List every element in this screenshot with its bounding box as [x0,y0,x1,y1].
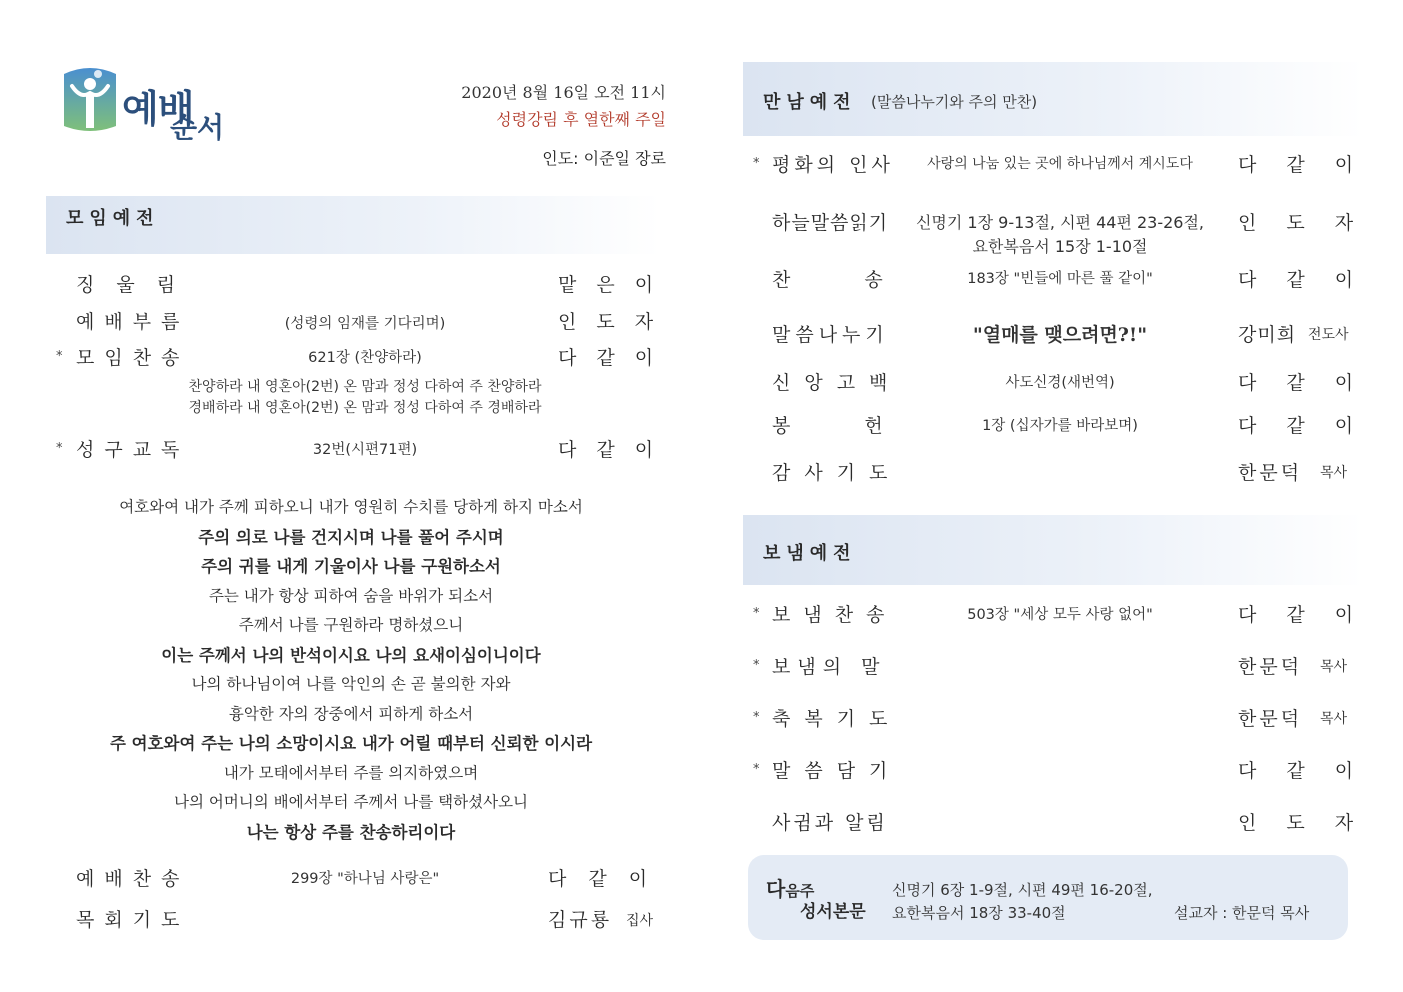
row-responsible: 다같이 [1238,372,1384,394]
reading-line: 주의 귀를 내게 기울이사 나를 구원하소서 [201,557,501,576]
row-responsible: 김규룡 [548,909,613,931]
row-responsible-title: 목사 [1320,711,1348,727]
standing-marker: * [753,606,760,621]
row-label: 말씀나누기 [772,324,889,346]
logo-title-1: 예배 [122,86,194,131]
meeting-section-header [743,62,1363,136]
reading-line: 주 여호와여 주는 나의 소망이시요 내가 어릴 때부터 신뢰한 이시라 [109,734,593,753]
row-responsible-title: 목사 [1320,465,1348,481]
reading-line: 주의 의로 나를 건지시며 나를 풀어 주시며 [198,527,504,547]
row-detail: 사랑의 나눔 있는 곳에 하나님께서 계시도다 [927,156,1193,172]
row-responsible-title: 전도사 [1308,327,1349,343]
row-label: 하늘말씀읽기 [772,212,889,234]
row-label: 성구교독 [76,439,190,461]
next-week-title-1b: 음주 [785,882,815,900]
standing-marker: * [56,349,63,364]
sermon-title: "열매를 맺으려면?!" [972,324,1148,346]
reading-line: 흉악한 자의 장중에서 피하게 하소서 [228,704,474,723]
row-responsible: 한문덕 [1238,708,1303,730]
row-label: 모임찬송 [76,347,190,369]
row-label: 징울림 [76,274,198,296]
next-week-title-1a: 다 [766,877,786,901]
row-detail: 183장 "빈들에 마른 풀 같이" [967,271,1153,287]
row-responsible-title: 목사 [1320,659,1348,675]
row-responsible: 한문덕 [1238,462,1303,484]
row-label: 봉헌 [772,415,957,437]
responsive-reading [46,493,656,847]
row-responsible: 다같이 [1238,760,1384,782]
standing-marker: * [753,156,760,171]
service-leader: 인도: 이준일 장로 [542,149,666,168]
row-responsible: 다같이 [1238,415,1384,437]
sending-section-header [743,515,1363,585]
row-label: 신앙고백 [772,372,902,394]
gathering-section-title: 모임예전 [66,208,160,229]
standing-marker: * [753,658,760,673]
logo-title-2: 순서 [170,111,225,144]
row-responsible: 다같이 [1238,154,1384,176]
row-responsible: 한문덕 [1238,656,1303,678]
row-label: 사귐과 알림 [772,812,888,834]
praise-figure-logo-icon [58,64,122,134]
row-detail: 299장 "하나님 사랑은" [290,871,440,887]
row-label: 평화의 인사 [772,154,894,176]
standing-marker: * [753,710,760,725]
row-detail: 1장 (십자가를 바라보며) [982,418,1138,434]
row-detail: 503장 "세상 모두 사랑 없어" [967,607,1153,623]
row-label: 축복기도 [772,708,902,730]
next-week-title-2: 성서본문 [800,902,866,922]
reading-line: 나의 하나님이여 나를 악인의 손 곧 불의한 자와 [191,675,511,693]
row-responsible: 인도자 [1238,212,1384,234]
row-responsible: 다같이 [548,868,670,890]
reading-line: 내가 모태에서부터 주를 의지하였으며 [223,763,479,782]
row-label: 목회기도 [76,909,190,931]
hymn-lyrics [160,377,570,419]
lyrics-line: 경배하라 내 영혼아(2번) 온 맘과 정성 다하여 주 경배하라 [188,400,542,416]
row-responsible: 다같이 [1238,604,1384,626]
row-responsible: 다같이 [558,347,674,369]
row-detail-2: 요한복음서 15장 1-10절 [972,237,1148,256]
row-responsible: 다같이 [558,439,674,461]
gathering-section-header [46,196,660,254]
row-responsible: 강미희 [1238,324,1297,346]
lyrics-line: 찬양하라 내 영혼아(2번) 온 맘과 정성 다하여 주 찬양하라 [188,379,542,395]
reading-line: 주는 내가 항상 피하여 숨을 바위가 되소서 [208,586,494,605]
liturgical-occasion: 성령강림 후 열한째 주일 [496,110,666,129]
row-label: 찬송 [772,269,957,291]
row-detail: 사도신경(새번역) [1005,375,1115,391]
reading-line: 이는 주께서 나의 반석이시요 나의 요새이심이니이다 [161,645,541,665]
reading-line: 여호와여 내가 주께 피하오니 내가 영원히 수치를 당하게 하지 마소서 [119,498,583,516]
row-label: 예배부름 [76,311,190,333]
row-label: 예배찬송 [76,868,190,890]
row-detail: 32번(시편71편) [312,442,418,458]
row-responsible: 다같이 [1238,269,1384,291]
row-responsible: 맡은이 [558,274,674,296]
reading-line: 나는 항상 주를 찬송하리이다 [246,822,456,842]
row-detail: (성령의 임재를 기다리며) [284,316,446,332]
next-week-preacher: 설교자 : 한문덕 목사 [1174,904,1310,922]
next-week-box [748,855,1348,940]
sending-section-title: 보냄예전 [763,543,857,564]
row-responsible: 인도자 [1238,812,1384,834]
next-week-reading-2: 요한복음서 18장 33-40절 [892,904,1066,922]
meeting-section-subtitle: (말씀나누기와 주의 만찬) [871,93,1038,111]
row-responsible-title: 집사 [626,913,654,929]
row-detail: 621장 (찬양하라) [308,350,422,366]
row-label: 보냄찬송 [772,604,898,626]
row-label: 말씀담기 [772,760,902,782]
standing-marker: * [753,762,760,777]
reading-line: 주께서 나를 구원하라 명하셨으니 [238,616,464,634]
row-responsible: 인도자 [558,311,674,333]
meeting-section-title: 만남예전 [763,92,857,113]
service-date: 2020년 8월 16일 오전 11시 [461,83,666,102]
row-detail: 신명기 1장 9-13절, 시편 44편 23-26절, [915,213,1205,232]
row-label: 감사기도 [772,462,902,484]
next-week-reading-1: 신명기 6장 1-9절, 시편 49편 16-20절, [892,881,1153,899]
reading-line: 나의 어머니의 배에서부터 주께서 나를 택하셨사오니 [173,793,529,811]
standing-marker: * [56,441,63,456]
row-label: 보냄의 말 [772,656,887,678]
